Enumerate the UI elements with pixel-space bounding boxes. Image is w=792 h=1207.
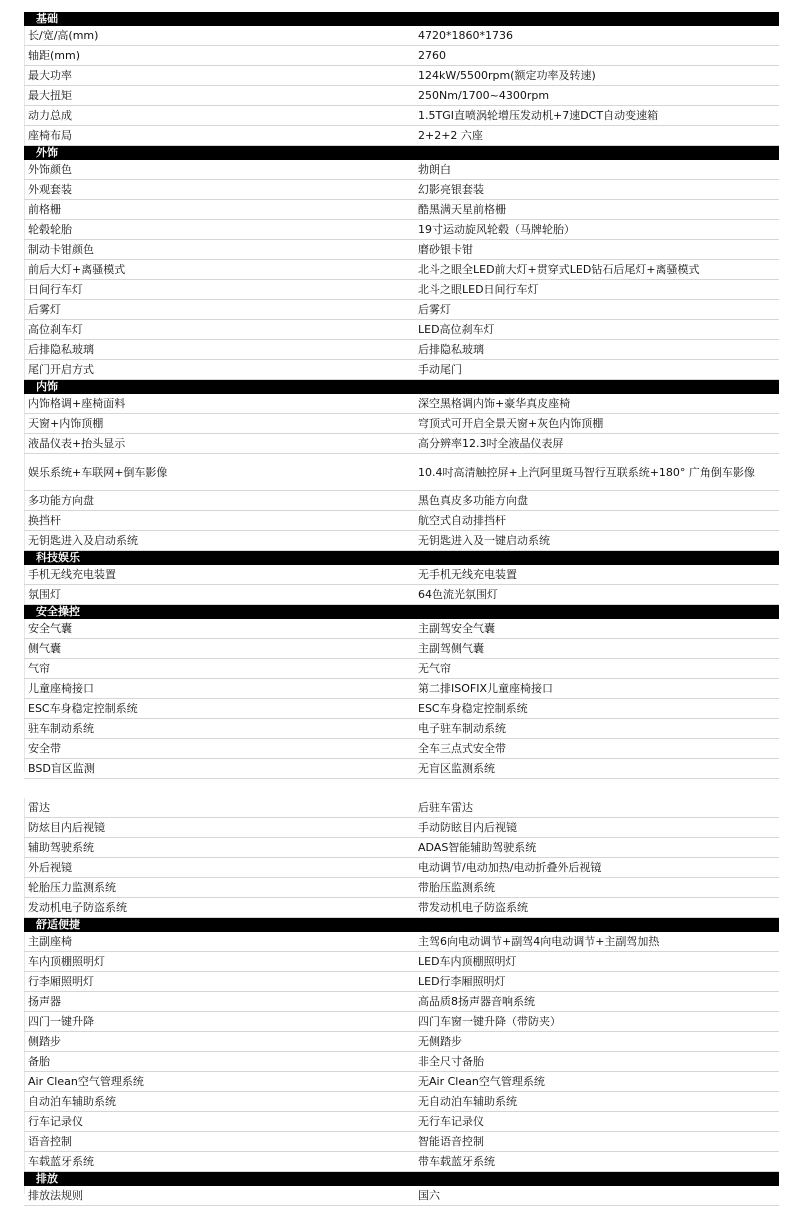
spec-label: 前后大灯+离骚模式 xyxy=(24,260,412,280)
spec-label: 备胎 xyxy=(24,1052,412,1072)
spec-value: 第二排ISOFIX儿童座椅接口 xyxy=(412,679,779,699)
spec-value: 无手机无线充电装置 xyxy=(412,565,779,585)
spec-value: 高品质8扬声器音响系统 xyxy=(412,992,779,1012)
spec-row xyxy=(24,1186,779,1206)
spec-label: 安全带 xyxy=(24,739,412,759)
spec-row xyxy=(24,972,779,992)
spec-row xyxy=(24,26,779,46)
spec-label: 四门一键升降 xyxy=(24,1012,412,1032)
spec-row xyxy=(24,739,779,759)
spec-value: 124kW/5500rpm(额定功率及转速) xyxy=(412,66,779,86)
spec-label: 行车记录仪 xyxy=(24,1112,412,1132)
spec-label: BSD盲区监测 xyxy=(24,759,412,779)
spec-label: 内饰格调+座椅面料 xyxy=(24,394,412,414)
section-header xyxy=(24,605,779,620)
spec-value: 64色流光氛围灯 xyxy=(412,585,779,605)
spec-value: 无气帘 xyxy=(412,659,779,679)
spec-row xyxy=(24,106,779,126)
spec-row xyxy=(24,414,779,434)
spec-value: 无侧踏步 xyxy=(412,1032,779,1052)
spec-row xyxy=(24,260,779,280)
spec-row xyxy=(24,511,779,531)
section-title: 安全操控 xyxy=(24,605,779,620)
spec-value: 穹顶式可开启全景天窗+灰色内饰顶棚 xyxy=(412,414,779,434)
spec-value: 手动防眩目内后视镜 xyxy=(412,818,779,838)
spec-label: 动力总成 xyxy=(24,106,412,126)
spec-row xyxy=(24,394,779,414)
spec-label: 后雾灯 xyxy=(24,300,412,320)
spec-label: 日间行车灯 xyxy=(24,280,412,300)
spec-label: 尾门开启方式 xyxy=(24,360,412,380)
spec-label: ESC车身稳定控制系统 xyxy=(24,699,412,719)
spec-label: 轮毂轮胎 xyxy=(24,220,412,240)
spec-value: 非全尺寸备胎 xyxy=(412,1052,779,1072)
spec-row xyxy=(24,639,779,659)
spec-label: 高位刹车灯 xyxy=(24,320,412,340)
spec-label: 车载蓝牙系统 xyxy=(24,1152,412,1172)
spec-value: 电动调节/电动加热/电动折叠外后视镜 xyxy=(412,858,779,878)
spec-label: 长/宽/高(mm) xyxy=(24,26,412,46)
spec-row xyxy=(24,300,779,320)
spec-label: 主副座椅 xyxy=(24,932,412,952)
spec-label: 行李厢照明灯 xyxy=(24,972,412,992)
spec-value: 10.4吋高清触控屏+上汽阿里斑马智行互联系统+180° 广角倒车影像 xyxy=(412,454,779,491)
spec-value: 2+2+2 六座 xyxy=(412,126,779,146)
spec-row xyxy=(24,858,779,878)
spec-label: 气帘 xyxy=(24,659,412,679)
spec-value: 国六 xyxy=(412,1186,779,1206)
spec-row xyxy=(24,240,779,260)
spec-row xyxy=(24,200,779,220)
spec-value: 勃朗白 xyxy=(412,160,779,180)
spec-label: 轮胎压力监测系统 xyxy=(24,878,412,898)
spec-value: 主副驾安全气囊 xyxy=(412,619,779,639)
spec-value: 4720*1860*1736 xyxy=(412,26,779,46)
spec-row xyxy=(24,86,779,106)
spec-value: 后驻车雷达 xyxy=(412,798,779,818)
spec-row xyxy=(24,454,779,491)
spec-label: 侧气囊 xyxy=(24,639,412,659)
spec-label: 扬声器 xyxy=(24,992,412,1012)
section-title: 内饰 xyxy=(24,380,779,395)
spec-label: 制动卡钳颜色 xyxy=(24,240,412,260)
spec-value: 后雾灯 xyxy=(412,300,779,320)
spec-label: 换挡杆 xyxy=(24,511,412,531)
section-title: 科技娱乐 xyxy=(24,551,779,566)
spec-value: 北斗之眼全LED前大灯+贯穿式LED钻石后尾灯+离骚模式 xyxy=(412,260,779,280)
section-title: 排放 xyxy=(24,1172,779,1187)
spec-row xyxy=(24,565,779,585)
spec-value: 主副驾侧气囊 xyxy=(412,639,779,659)
spec-label: 多功能方向盘 xyxy=(24,491,412,511)
spec-label: 车内顶棚照明灯 xyxy=(24,952,412,972)
spec-value: 北斗之眼LED日间行车灯 xyxy=(412,280,779,300)
spec-value: 无行车记录仪 xyxy=(412,1112,779,1132)
spec-row xyxy=(24,1152,779,1172)
spec-row xyxy=(24,659,779,679)
spec-row xyxy=(24,952,779,972)
spec-row xyxy=(24,699,779,719)
spec-row xyxy=(24,992,779,1012)
spec-label: 儿童座椅接口 xyxy=(24,679,412,699)
spec-label: 驻车制动系统 xyxy=(24,719,412,739)
spec-row xyxy=(24,759,779,779)
spec-value: 1.5TGI直喷涡轮增压发动机+7速DCT自动变速箱 xyxy=(412,106,779,126)
spec-row xyxy=(24,280,779,300)
spec-row xyxy=(24,66,779,86)
spec-row xyxy=(24,898,779,918)
spec-value: 后排隐私玻璃 xyxy=(412,340,779,360)
spec-label: 防炫目内后视镜 xyxy=(24,818,412,838)
spec-value: 黑色真皮多功能方向盘 xyxy=(412,491,779,511)
spec-value: 手动尾门 xyxy=(412,360,779,380)
section-title: 外饰 xyxy=(24,146,779,161)
spec-row xyxy=(24,1092,779,1112)
section-header xyxy=(24,12,779,26)
spec-label: 无钥匙进入及启动系统 xyxy=(24,531,412,551)
spec-value: 航空式自动排挡杆 xyxy=(412,511,779,531)
spec-label: 外饰颜色 xyxy=(24,160,412,180)
spec-label: 发动机电子防盗系统 xyxy=(24,898,412,918)
spec-label: 轴距(mm) xyxy=(24,46,412,66)
spec-value: 电子驻车制动系统 xyxy=(412,719,779,739)
spec-value: LED行李厢照明灯 xyxy=(412,972,779,992)
spec-value: 无钥匙进入及一键启动系统 xyxy=(412,531,779,551)
section-header xyxy=(24,1172,779,1187)
spec-label: 最大扭矩 xyxy=(24,86,412,106)
spec-label: 排放法规则 xyxy=(24,1186,412,1206)
spec-value: 带发动机电子防盗系统 xyxy=(412,898,779,918)
spec-label: 后排隐私玻璃 xyxy=(24,340,412,360)
section-header xyxy=(24,918,779,933)
spec-value: 磨砂银卡钳 xyxy=(412,240,779,260)
spec-row xyxy=(24,679,779,699)
spec-value: ADAS智能辅助驾驶系统 xyxy=(412,838,779,858)
spec-value: ESC车身稳定控制系统 xyxy=(412,699,779,719)
spec-label: 侧踏步 xyxy=(24,1032,412,1052)
spec-label: 氛围灯 xyxy=(24,585,412,605)
spec-row xyxy=(24,619,779,639)
spec-row xyxy=(24,1072,779,1092)
spec-label: 外观套装 xyxy=(24,180,412,200)
spec-value: 2760 xyxy=(412,46,779,66)
spec-value: 250Nm/1700~4300rpm xyxy=(412,86,779,106)
spec-row xyxy=(24,818,779,838)
spec-row xyxy=(24,878,779,898)
spec-value: 高分辨率12.3吋全液晶仪表屏 xyxy=(412,434,779,454)
spec-label: 娱乐系统+车联网+倒车影像 xyxy=(24,454,412,491)
spec-table-part-2 xyxy=(24,798,779,1206)
spec-row xyxy=(24,160,779,180)
spec-value: 智能语音控制 xyxy=(412,1132,779,1152)
spec-value: 带车载蓝牙系统 xyxy=(412,1152,779,1172)
spec-value: 深空黑格调内饰+豪华真皮座椅 xyxy=(412,394,779,414)
spec-value: 四门车窗一键升降（带防夹） xyxy=(412,1012,779,1032)
spec-row xyxy=(24,360,779,380)
spec-value: 无Air Clean空气管理系统 xyxy=(412,1072,779,1092)
spec-row xyxy=(24,220,779,240)
spec-row xyxy=(24,434,779,454)
spec-label: 安全气囊 xyxy=(24,619,412,639)
spec-label: 前格栅 xyxy=(24,200,412,220)
spec-label: 天窗+内饰顶棚 xyxy=(24,414,412,434)
spec-row xyxy=(24,491,779,511)
spec-row xyxy=(24,531,779,551)
spec-row xyxy=(24,340,779,360)
spec-row xyxy=(24,1052,779,1072)
spec-value: LED高位刹车灯 xyxy=(412,320,779,340)
spec-row xyxy=(24,180,779,200)
section-header xyxy=(24,551,779,566)
spec-row xyxy=(24,1032,779,1052)
spec-label: 座椅布局 xyxy=(24,126,412,146)
spec-row xyxy=(24,126,779,146)
spec-row xyxy=(24,798,779,818)
spec-label: 液晶仪表+抬头显示 xyxy=(24,434,412,454)
section-header xyxy=(24,146,779,161)
spec-label: 手机无线充电装置 xyxy=(24,565,412,585)
spec-row xyxy=(24,932,779,952)
section-title: 基础 xyxy=(24,12,779,26)
spec-label: 最大功率 xyxy=(24,66,412,86)
spec-value: 全车三点式安全带 xyxy=(412,739,779,759)
spec-row xyxy=(24,838,779,858)
spec-row xyxy=(24,46,779,66)
spec-row xyxy=(24,1132,779,1152)
spec-label: 语音控制 xyxy=(24,1132,412,1152)
spec-row xyxy=(24,320,779,340)
spec-label: 辅助驾驶系统 xyxy=(24,838,412,858)
spec-table-part-1 xyxy=(24,12,779,779)
spec-value: 无盲区监测系统 xyxy=(412,759,779,779)
spec-value: LED车内顶棚照明灯 xyxy=(412,952,779,972)
spec-value: 无自动泊车辅助系统 xyxy=(412,1092,779,1112)
section-header xyxy=(24,380,779,395)
spec-label: 外后视镜 xyxy=(24,858,412,878)
spec-value: 19寸运动旋风轮毂（马牌轮胎） xyxy=(412,220,779,240)
spec-label: Air Clean空气管理系统 xyxy=(24,1072,412,1092)
spec-label: 雷达 xyxy=(24,798,412,818)
section-title: 舒适便捷 xyxy=(24,918,779,933)
spec-row xyxy=(24,719,779,739)
spec-row xyxy=(24,1012,779,1032)
spec-label: 自动泊车辅助系统 xyxy=(24,1092,412,1112)
spec-value: 主驾6向电动调节+副驾4向电动调节+主副驾加热 xyxy=(412,932,779,952)
spec-row xyxy=(24,585,779,605)
spec-value: 酷黑满天星前格栅 xyxy=(412,200,779,220)
spec-row xyxy=(24,1112,779,1132)
spec-value: 带胎压监测系统 xyxy=(412,878,779,898)
spec-value: 幻影亮银套装 xyxy=(412,180,779,200)
